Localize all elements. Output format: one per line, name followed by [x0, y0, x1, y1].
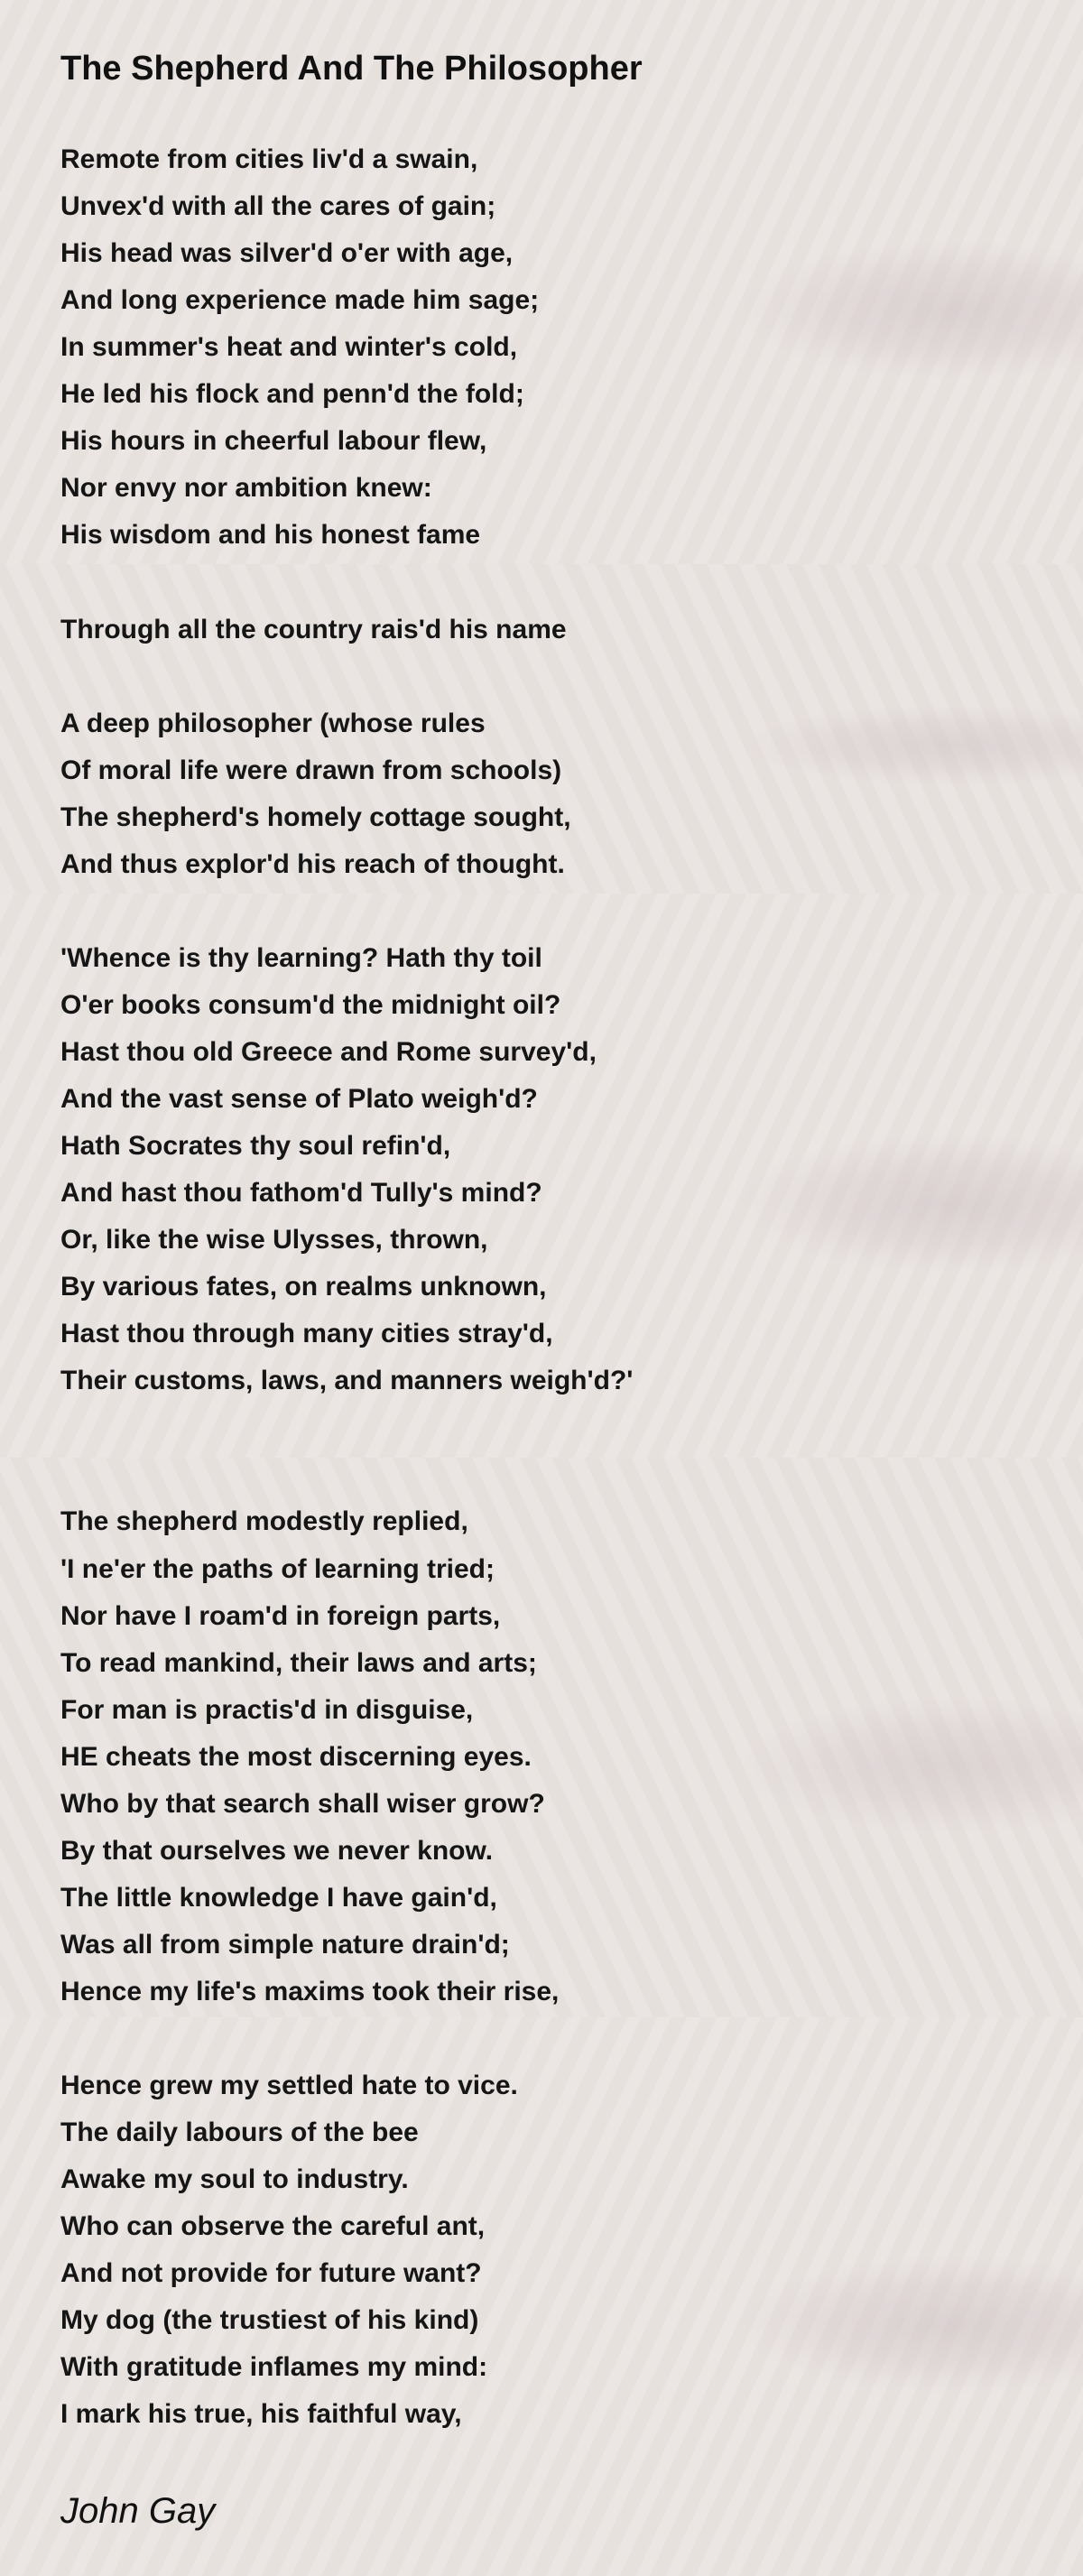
poem-line: Nor envy nor ambition knew:: [60, 473, 432, 503]
poem-title: The Shepherd And The Philosopher: [60, 50, 643, 88]
poem-line: Their customs, laws, and manners weigh'd?': [60, 1366, 634, 1395]
poem-line: The shepherd modestly replied,: [60, 1506, 468, 1536]
poem-line: And thus explor'd his reach of thought.: [60, 849, 565, 879]
poem-line: And the vast sense of Plato weigh'd?: [60, 1084, 538, 1114]
poem-line: O'er books consum'd the midnight oil?: [60, 990, 561, 1020]
poem-line: HE cheats the most discerning eyes.: [60, 1742, 532, 1772]
poem-line: And not provide for future want?: [60, 2258, 482, 2288]
poem-line: The daily labours of the bee: [60, 2117, 419, 2147]
poem-line: Awake my soul to industry.: [60, 2164, 409, 2194]
poem-line: Unvex'd with all the cares of gain;: [60, 191, 496, 221]
poem-line: And hast thou fathom'd Tully's mind?: [60, 1178, 542, 1208]
poem-line: His head was silver'd o'er with age,: [60, 238, 514, 268]
poem-line: The little knowledge I have gain'd,: [60, 1883, 497, 1913]
poem-line: Hast thou through many cities stray'd,: [60, 1319, 553, 1348]
poem-line: In summer's heat and winter's cold,: [60, 332, 518, 362]
poem-line: Through all the country rais'd his name: [60, 615, 567, 644]
poem-line: The shepherd's homely cottage sought,: [60, 802, 571, 832]
poem-line: Was all from simple nature drain'd;: [60, 1930, 510, 1960]
poem-line: Of moral life were drawn from schools): [60, 755, 562, 785]
poem-line: Nor have I roam'd in foreign parts,: [60, 1601, 501, 1631]
poem-line: Hence my life's maxims took their rise,: [60, 1977, 560, 2006]
poem-line: By various fates, on realms unknown,: [60, 1272, 547, 1302]
poem-line: With gratitude inflames my mind:: [60, 2352, 488, 2382]
poem-line: Remote from cities liv'd a swain,: [60, 144, 478, 174]
poem-line: Hence grew my settled hate to vice.: [60, 2071, 518, 2100]
poem-line: I mark his true, his faithful way,: [60, 2399, 462, 2429]
poem-author: John Gay: [60, 2491, 216, 2531]
poem-line: A deep philosopher (whose rules: [60, 709, 486, 738]
poem-line: By that ourselves we never know.: [60, 1836, 494, 1866]
poem-line: To read mankind, their laws and arts;: [60, 1648, 537, 1678]
poem-line: Or, like the wise Ulysses, thrown,: [60, 1225, 488, 1255]
poem-line: He led his flock and penn'd the fold;: [60, 379, 524, 409]
poem-line: 'Whence is thy learning? Hath thy toil: [60, 943, 542, 973]
poem-line: 'I ne'er the paths of learning tried;: [60, 1554, 495, 1584]
poem-line: My dog (the trustiest of his kind): [60, 2305, 479, 2335]
poem-line: Hast thou old Greece and Rome survey'd,: [60, 1037, 597, 1067]
poem-line: Hath Socrates thy soul refin'd,: [60, 1131, 451, 1161]
poem-line: Who by that search shall wiser grow?: [60, 1789, 545, 1819]
poem-line: And long experience made him sage;: [60, 285, 540, 315]
poem-line: For man is practis'd in disguise,: [60, 1695, 474, 1725]
poem-line: His hours in cheerful labour flew,: [60, 426, 487, 456]
poem-line: His wisdom and his honest fame: [60, 520, 481, 550]
poem-line: Who can observe the careful ant,: [60, 2211, 486, 2241]
